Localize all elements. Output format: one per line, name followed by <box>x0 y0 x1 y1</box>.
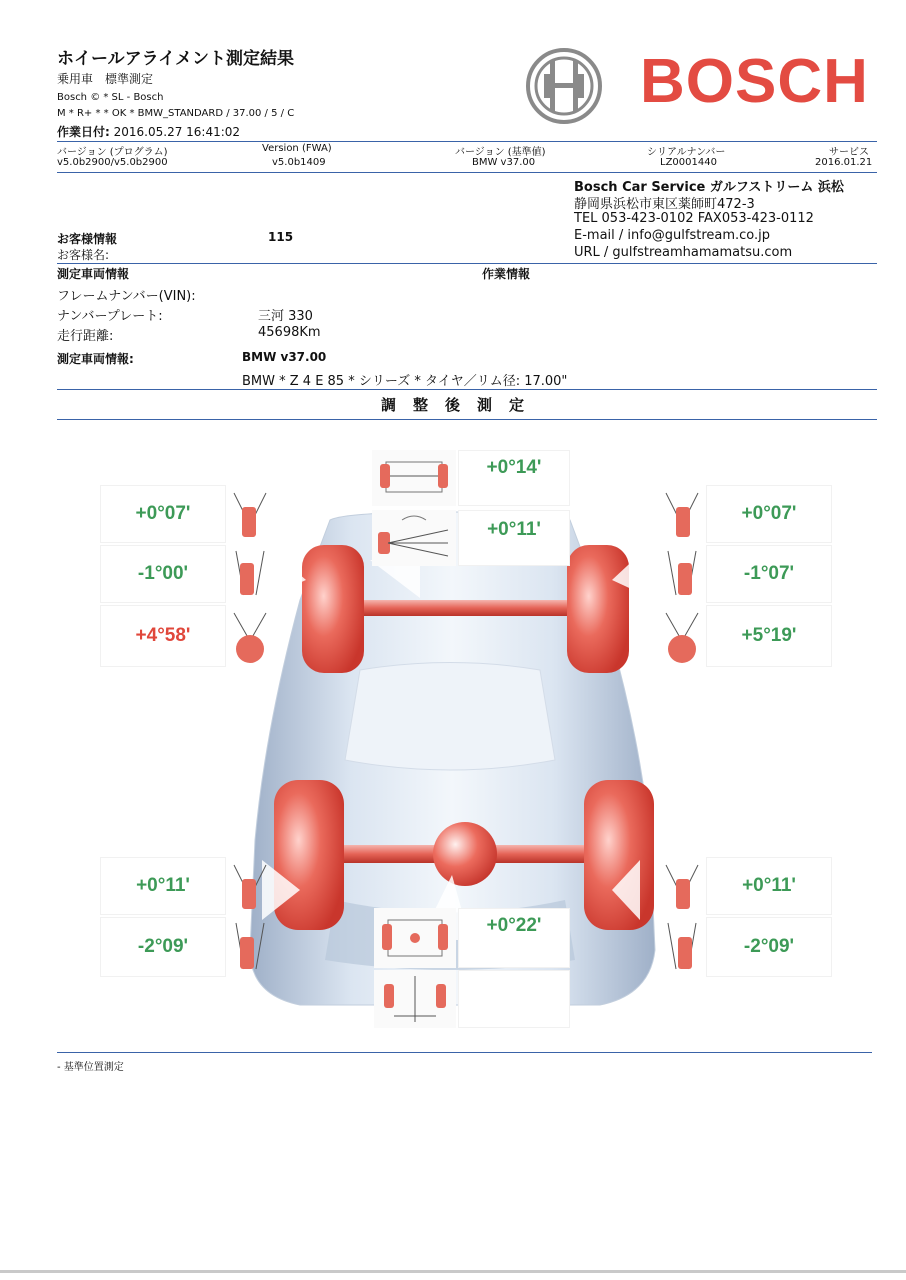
serial-value: LZ0001440 <box>660 157 717 168</box>
divider <box>57 172 877 173</box>
customer-info-value: 115 <box>268 230 294 244</box>
total-toe-icon <box>372 450 456 506</box>
setback-icon <box>372 510 456 566</box>
fr-toe-value: +0°07' <box>706 485 832 543</box>
mileage-label: 走行距離: <box>57 329 114 344</box>
footer-note: - 基準位置測定 <box>57 1062 124 1073</box>
work-info-label: 作業情報 <box>482 267 531 281</box>
rear-total-toe-value: +0°22' <box>458 908 570 968</box>
fl-camber-value: -1°00' <box>100 545 226 603</box>
customer-name-label: お客様名: <box>57 248 110 262</box>
front-setback-value: +0°11' <box>458 510 570 566</box>
vehicle-section-label: 測定車両情報 <box>57 267 130 281</box>
divider <box>57 141 877 142</box>
thrust-angle-icon <box>374 970 456 1028</box>
rl-toe-value: +0°11' <box>100 857 226 915</box>
work-date-label: 作業日付: <box>57 125 110 139</box>
rear-left-tire <box>274 780 344 930</box>
version-program-label: バージョン (プログラム) <box>57 147 168 158</box>
plate-label: ナンバープレート: <box>57 309 163 324</box>
fr-caster-value: +5°19' <box>706 605 832 667</box>
serial-label: シリアルナンバー <box>647 147 726 158</box>
shop-address: 静岡県浜松市東区薬師町472-3 <box>574 197 755 212</box>
plate-value: 三河 330 <box>258 309 313 324</box>
version-program-value: v5.0b2900/v5.0b2900 <box>57 157 168 168</box>
vehicle-info2-label: 測定車両情報: <box>57 352 134 366</box>
page-edge <box>0 1270 906 1273</box>
bosch-wordmark: BOSCH <box>640 47 869 116</box>
toe-icon <box>660 857 704 915</box>
camber-icon <box>228 917 272 977</box>
work-date <box>57 123 240 140</box>
divider <box>57 263 877 264</box>
fl-toe-value: +0°07' <box>100 485 226 543</box>
section-title: 調 整 後 測 定 <box>380 396 525 414</box>
service-value: 2016.01.21 <box>815 157 873 168</box>
shop-tel: TEL 053-423-0102 FAX053-423-0112 <box>574 211 814 226</box>
camber-icon <box>660 917 704 977</box>
rear-right-tire <box>584 780 654 930</box>
shop-email: E-mail / info@gulfstream.co.jp <box>574 228 771 243</box>
thrust-angle-value-box <box>458 970 570 1028</box>
version-base-value: BMW v37.00 <box>472 157 536 168</box>
report-title: ホイールアライメント測定結果 <box>57 49 294 69</box>
toe-icon <box>660 485 704 543</box>
version-fwa-value: v5.0b1409 <box>272 157 326 168</box>
header-line-2: M * R+ * * OK * BMW_STANDARD / 37.00 / 5 / C <box>57 108 295 119</box>
toe-icon <box>228 485 272 543</box>
shop-name: Bosch Car Service ガルフストリーム 浜松 <box>574 180 844 195</box>
front-axle <box>350 600 572 616</box>
caster-icon <box>228 605 272 667</box>
front-left-tire <box>302 545 364 673</box>
fl-caster-value: +4°58' <box>100 605 226 667</box>
vehicle-model: BMW v37.00 <box>242 350 327 364</box>
mileage-value: 45698Km <box>258 325 321 340</box>
divider <box>57 1052 872 1053</box>
rl-camber-value: -2°09' <box>100 917 226 977</box>
service-label: サービス <box>829 147 869 158</box>
rear-total-toe-icon <box>374 908 456 968</box>
work-date-value: 2016.05.27 16:41:02 <box>113 125 241 139</box>
header-line-1: Bosch © * SL - Bosch <box>57 92 164 103</box>
vin-label: フレームナンバー(VIN): <box>57 289 196 304</box>
customer-info-label: お客様情報 <box>57 232 118 246</box>
rear-differential <box>433 822 497 886</box>
divider <box>57 389 877 390</box>
fr-camber-value: -1°07' <box>706 545 832 603</box>
version-fwa-label: Version (FWA) <box>262 143 332 154</box>
car-windshield <box>345 663 555 771</box>
rr-camber-value: -2°09' <box>706 917 832 977</box>
camber-icon <box>660 545 704 603</box>
vehicle-spec: BMW * Z 4 E 85 * シリーズ * タイヤ／リム径: 17.00" <box>242 374 568 389</box>
version-base-label: バージョン (基準値) <box>455 147 546 158</box>
rr-toe-value: +0°11' <box>706 857 832 915</box>
camber-icon <box>228 545 272 603</box>
front-right-tire <box>567 545 629 673</box>
bosch-armature-logo <box>524 46 604 126</box>
toe-icon <box>228 857 272 915</box>
caster-icon <box>660 605 704 667</box>
front-total-toe-value: +0°14' <box>458 450 570 506</box>
report-subtitle: 乗用車 標準測定 <box>57 72 154 86</box>
shop-url: URL / gulfstreamhamamatsu.com <box>574 245 793 260</box>
